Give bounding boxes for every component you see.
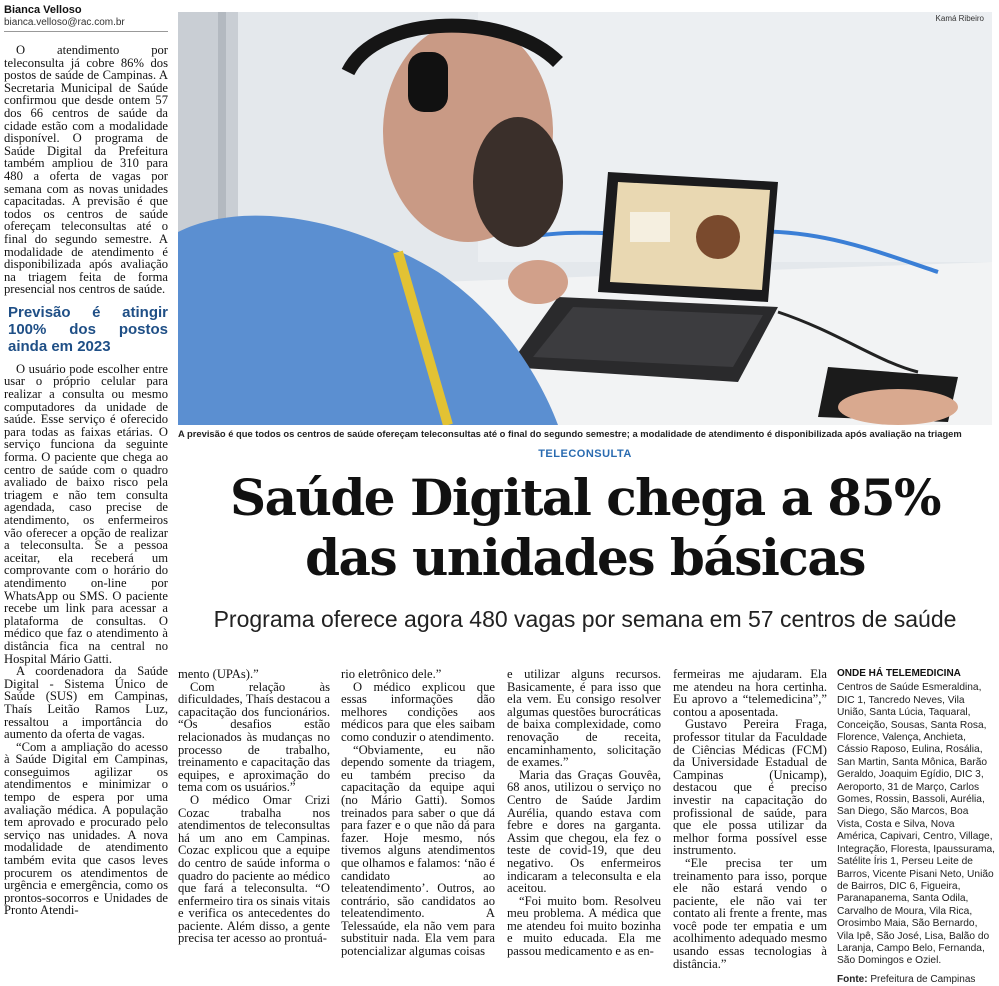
paragraph: O médico Omar Crizi Cozac trabalha nos atendimentos de teleconsultas há um ano em Campinas. Cozac explicou que a equipe do centro de saúde informa o quadro do paciente ao médico que fará a teleconsulta. “O enfermeiro tira os sinais vitais e verifica os antecedentes do paciente. Além disso, a gente precisa ter acesso ao prontuá- (178, 792, 330, 946)
photo-illustration (178, 12, 992, 425)
headline-line-2: das unidades básicas (305, 528, 865, 587)
paragraph: “Foi muito bom. Resolveu meu problema. A médica que me atendeu foi muito bozinha e muito educada. Ela me passou medicamento e as en- (507, 893, 661, 959)
headline-line-1: Saúde Digital chega a 85% (229, 468, 940, 527)
article-column-5 (673, 668, 827, 970)
article-column-1 (4, 44, 168, 917)
sidebar-title: ONDE HÁ TELEMEDICINA (837, 668, 961, 679)
article-column-3 (341, 668, 495, 958)
paragraph: “Obviamente, eu não dependo somente da triagem, eu também preciso da capacitação da equipe aqui (no Mário Gatti). Somos treinados para saber o que dá para fazer e o que não dá para fazer. Hoje mesmo, nós tivemos alguns atendimentos que olhamos e falamos: ‘não é candidato ao teleatendimento’. Outros, ao contrário, são candidatos ao teleatendimento. A Telessaúde, ela não vem para substituir nada. Ela vem para potencializar algumas coisas (341, 742, 495, 959)
paragraph: O usuário pode escolher entre usar o próprio celular para realizar a consulta ou mesmo computadores da unidade de saúde. Esse serviço é oferecido para todas as faixas etárias. O serviço funciona da seguinte forma. O paciente que chega ao centro de saúde com o quadro avaliado de baixo risco pela triagem e não tem consulta agendada, caso precise de atendimento, os enfermeiros vão oferecer a opção de realizar a teleconsulta. Se a pessoa aceitar, ela receberá um comprovante com o horário do atendimento on-line por WhatsApp ou SMS. O paciente recebe um link para acessar a plataforma de consultas. O médico que faz o atendimento à distância fica na central no Hospital Mário Gatti. (4, 361, 168, 666)
paragraph: O atendimento por teleconsulta já cobre 86% dos postos de saúde de Campinas. A Secretaria Municipal de Saúde confirmou que desde ontem 57 dos 66 centros de saúde da cidade estão com a modalidade disponível. O programa de Saúde Digital da Prefeitura também ampliou de 310 para 480 a oferta de vagas por semana com as novas unidades capacitadas. A previsão é que todos os centros de saúde ofereçam teleconsultas até o final do segundo semestre. A modalidade de atendimento é disponibilizada após avaliação na triagem feita de forma presencial nos centros de saúde. (4, 43, 168, 297)
headline (178, 468, 992, 588)
article-column-2 (178, 668, 330, 945)
paragraph: e utilizar alguns recursos. Basicamente, é para isso que ela vem. Eu consigo resolver algumas questões burocráticas de baixa complexidade, como renovação de receita, encaminhamento, solicitação de exames.” (507, 667, 661, 770)
byline-email: bianca.velloso@rac.com.br (4, 17, 125, 28)
source-text: Prefeitura de Campinas (870, 973, 976, 985)
paragraph: fermeiras me ajudaram. Ela me atendeu na hora certinha. Eu aprovo a “telemedicina”,” contou a aposentada. (673, 667, 827, 719)
deck-subtitle: Programa oferece agora 480 vagas por semana em 57 centros de saúde (213, 606, 957, 632)
paragraph: “Ele precisa ter um treinamento para isso, porque ele não estará vendo o paciente, ele não vai ter contato ali frente a frente, mas você pode ter empatia e um acolhimento adequado mesmo usando essas tecnologias à distância.” (673, 855, 827, 971)
paragraph: A coordenadora da Saúde Digital - Sistema Único de Saúde (SUS) em Campinas, Thaís Leitão Ramos Luz, ressaltou a importância do aumento da oferta de vagas. (4, 664, 168, 742)
paragraph: Maria das Graças Gouvêa, 68 anos, utilizou o serviço no Centro de Saúde Jardim Aurélia, quando estava com febre e dores na garganta. Assim que chegou, ela fez o teste de covid-19, que deu negativo. Os enfermeiros indicaram a teleconsulta e ela aceitou. (507, 767, 661, 896)
byline-name: Bianca Velloso (4, 4, 82, 16)
paragraph: rio eletrônico dele.” (341, 667, 442, 681)
section-kicker: TELECONSULTA (538, 448, 632, 460)
article-subhead: Previsão é atingir 100% dos postos ainda em 2023 (8, 303, 168, 355)
photo-caption: A previsão é que todos os centros de saúde ofereçam teleconsultas até o final do segundo semestre; a modalidade de atendimento é disponibilizada após avaliação na triagem (178, 428, 962, 439)
sidebar-source (837, 974, 995, 986)
byline-divider (4, 31, 168, 32)
source-label: Fonte: (837, 973, 868, 985)
article-photo (178, 12, 992, 425)
paragraph: Gustavo Pereira Fraga, professor titular da Faculdade de Ciências Médicas (FCM) da Universidade Estadual de Campinas (Unicamp), destacou que é preciso investir na capacitação do profissional de saúde, para que ele possa utilizar da melhor forma possível esse instrumento. (673, 717, 827, 858)
paragraph: mento (UPAs).” (178, 667, 259, 681)
article-column-4 (507, 668, 661, 958)
paragraph: Com relação às dificuldades, Thaís destacou a capacitação dos funcionários. “Os desafios estão relacionados às mudanças no processo de trabalho, treinamento e capacitação das equipes, e aproximação do tema com os usuários.” (178, 679, 330, 795)
photo-credit: Kamá Ribeiro (935, 14, 984, 23)
paragraph: O médico explicou que essas informações dão melhores condições aos médicos para que eles saibam como conduzir o atendimento. (341, 679, 495, 744)
telemedicine-sidebar (837, 668, 995, 986)
sidebar-body: Centros de Saúde Esmeraldina, DIC 1, Tancredo Neves, Vila União, Santa Lúcia, Taquaral, Conceição, Sousas, Santa Rosa, Florence, Valença, Anchieta, Cássio Raposo, Eulina, Rosália, San Martin, Santa Mônica, Barão Geraldo, Joaquim Egídio, DIC 3, Aeroporto, 31 de Março, Carlos Gomes, Rossin, Bassoli, Aurélia, San Diego, São Marcos, Boa Vista, Costa e Silva, Nova América, Capivari, Centro, Village, Integração, Floresta, Ipaussurama, Satélite Íris 1, Perseu Leite de Barros, Vicente Pisani Neto, União de Bairros, DIC 6, Figueira, Paranapanema, Santa Odila, Carvalho de Moura, Vila Rica, Orosimbo Maia, São Bernardo, Vila Ipê, São José, Lisa, Balão do Laranja, Campo Belo, Fernanda, São Domingos e Oziel. (837, 682, 995, 967)
paragraph: “Com a ampliação do acesso à Saúde Digital em Campinas, conseguimos agilizar os atendimentos e minimizar o tempo de espera por uma avaliação médica. A população tem aprovado e procurado pelo serviço nas unidades. A nova modalidade de atendimento também evita que casos leves procurem os atendimentos de urgência e emergência, como os prontos-socorros e Unidades de Pronto Atendi- (4, 739, 168, 918)
